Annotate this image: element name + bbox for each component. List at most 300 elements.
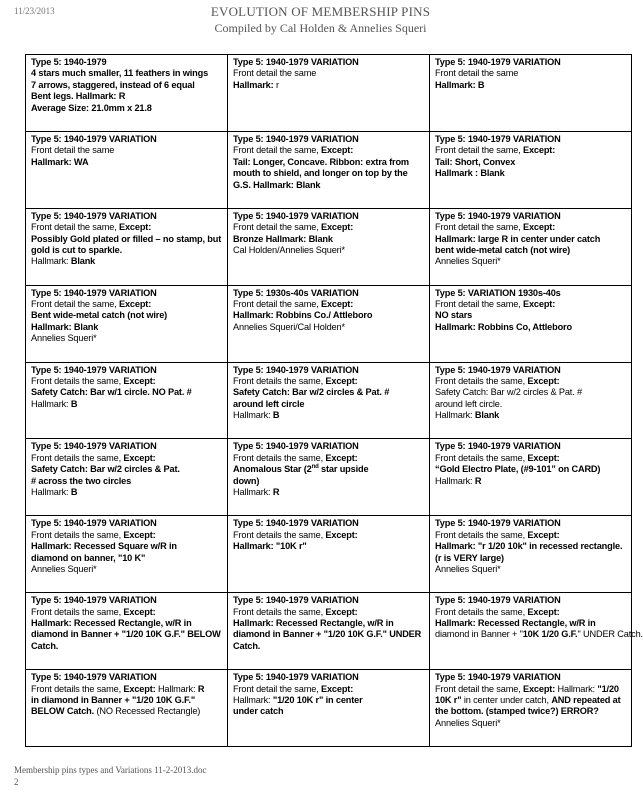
cell-line	[31, 441, 223, 452]
cell-line	[435, 222, 627, 233]
cell-line	[435, 245, 627, 256]
variation-cell	[26, 439, 228, 516]
cell-line	[435, 564, 627, 575]
cell-line	[435, 553, 627, 564]
cell-text: Hallmark:	[555, 683, 598, 694]
cell-text: Front details the same,	[233, 375, 326, 386]
cell-line	[233, 618, 425, 629]
cell-line	[31, 464, 223, 475]
cell-line	[233, 288, 425, 299]
cell-text: Type 5: 1940-1979 VARIATION	[31, 672, 157, 683]
variation-cell	[26, 670, 228, 747]
cell-line	[31, 376, 223, 387]
cell-text: Type 5: 1940-1979 VARIATION	[435, 518, 561, 529]
cell-text: Type 5: 1940-1979 VARIATION	[31, 441, 157, 452]
cell-text: "1/20	[597, 683, 619, 694]
cell-text: Except:	[527, 452, 560, 463]
cell-text: Type 5: 1940-1979 VARIATION	[435, 210, 561, 221]
table-row	[26, 208, 632, 285]
cell-line	[31, 595, 223, 606]
cell-text: Except:	[527, 606, 560, 617]
cell-text: 10K r"	[435, 694, 462, 705]
cell-line	[233, 706, 425, 717]
cell-text: # across the two circles	[31, 475, 132, 486]
variations-table	[25, 54, 643, 747]
cell-line	[435, 476, 627, 487]
cell-text: Front details the same,	[233, 606, 326, 617]
cell-text: Hallmark:	[435, 475, 475, 486]
cell-line	[435, 541, 627, 552]
cell-line	[31, 564, 223, 575]
superscript-text: nd	[311, 464, 319, 471]
cell-line	[31, 541, 223, 552]
cell-line	[31, 333, 223, 344]
cell-text: Hallmark:	[233, 410, 273, 421]
cell-text: Front details the same,	[435, 529, 528, 540]
cell-line	[233, 453, 425, 464]
cell-text: Front details the same,	[435, 452, 528, 463]
table-row	[26, 670, 632, 747]
cell-text: Except:	[527, 529, 560, 540]
cell-line	[233, 80, 425, 91]
variation-cell	[26, 208, 228, 285]
cell-text: Safety Catch: Bar w/2 circles & Pat. #	[233, 387, 390, 398]
cell-text: in center under catch,	[461, 694, 552, 705]
variation-cell	[430, 55, 632, 132]
cell-text: Front detail the same,	[233, 145, 321, 156]
cell-line	[435, 518, 627, 529]
cell-line	[31, 145, 223, 156]
cell-line	[435, 595, 627, 606]
cell-text: bent wide-metal catch (not wire)	[435, 245, 571, 255]
cell-line	[435, 322, 627, 333]
cell-text: Except:	[522, 683, 556, 694]
cell-text: Front details the same,	[233, 452, 326, 463]
cell-text: R	[474, 475, 482, 486]
cell-text: Front details the same,	[233, 529, 326, 540]
cell-line	[435, 288, 627, 299]
cell-text: Hallmark: "r 1/20 10k" in recessed rectangle.	[435, 541, 623, 552]
table-row	[26, 55, 632, 132]
cell-text: Front detail the same,	[233, 299, 321, 310]
cell-line	[31, 453, 223, 464]
cell-text: Hallmark: large R in center under catch	[435, 233, 601, 244]
cell-text: Front details the same,	[31, 375, 124, 386]
cell-text: Hallmark: Robbins Co./ Attleboro	[233, 310, 373, 321]
cell-text: Except:	[123, 452, 156, 463]
cell-text: Front detail the same,	[435, 145, 523, 156]
cell-line	[233, 68, 425, 79]
cell-line	[233, 464, 425, 475]
cell-text: Hallmark:	[233, 694, 273, 705]
cell-line	[435, 453, 627, 464]
table-row	[26, 362, 632, 439]
cell-line	[31, 234, 223, 245]
cell-text: Safety Catch: Bar w/2 circles & Pat.	[31, 464, 180, 475]
cell-text: Type 5: 1940-1979 VARIATION	[31, 364, 157, 375]
cell-text: Type 5: 1940-1979 VARIATION	[233, 518, 359, 529]
cell-text: Type 5: 1940-1979 VARIATION	[435, 133, 561, 144]
cell-text: Type 5: 1940-1979 VARIATION	[233, 441, 359, 452]
variation-cell	[228, 362, 430, 439]
cell-line	[31, 222, 223, 233]
cell-text: Tail: Longer, Concave. Ribbon: extra from	[233, 156, 409, 167]
cell-line	[435, 256, 627, 267]
cell-line	[233, 476, 425, 487]
cell-text: Annelies Squeri/Cal Holden*	[233, 321, 345, 332]
cell-text: G.S. Hallmark: Blank	[233, 179, 321, 190]
cell-line	[435, 57, 627, 68]
page-subtitle: Compiled by Cal Holden & Annelies Squeri	[214, 21, 427, 35]
cell-line	[233, 410, 425, 421]
cell-text: Front details the same,	[435, 606, 528, 617]
cell-line	[233, 541, 425, 552]
table-row	[26, 516, 632, 593]
cell-text: 7 arrows, staggered, instead of 6 equal	[31, 79, 195, 90]
cell-line	[233, 365, 425, 376]
cell-text: Type 5: 1940-1979 VARIATION	[435, 595, 561, 606]
variation-cell	[430, 516, 632, 593]
cell-line	[31, 518, 223, 529]
cell-text: Hallmark:	[31, 398, 71, 409]
cell-text: Blank	[474, 410, 500, 421]
cell-line	[31, 256, 223, 267]
cell-text: NO stars	[435, 310, 473, 321]
cell-line	[233, 695, 425, 706]
cell-text: down)	[233, 475, 260, 486]
cell-line	[233, 530, 425, 541]
variation-cell	[430, 362, 632, 439]
cell-text: Hallmark:	[233, 487, 273, 498]
cell-line	[31, 91, 223, 102]
cell-line	[31, 80, 223, 91]
cell-line	[31, 322, 223, 333]
cell-text: Except:	[123, 375, 156, 386]
cell-text: Catch.	[233, 640, 261, 651]
cell-line	[435, 168, 627, 179]
cell-line	[435, 376, 627, 387]
cell-text: Front detail the same,	[233, 683, 321, 694]
cell-line	[435, 706, 627, 717]
variation-cell	[228, 439, 430, 516]
cell-text: Possibly Gold plated or filled – no stamp, but	[31, 233, 222, 244]
cell-text: Annelies Squeri*	[435, 563, 501, 574]
cell-line	[31, 57, 223, 68]
cell-text: Type 5: 1940-1979 VARIATION	[435, 57, 561, 67]
cell-text: Front detail the same,	[435, 683, 523, 694]
cell-line	[31, 553, 223, 564]
variation-cell	[228, 131, 430, 208]
cell-line	[233, 641, 425, 652]
cell-text: Catch.	[31, 640, 59, 651]
cell-text: Blank	[70, 256, 96, 267]
cell-line	[233, 168, 425, 179]
cell-text: diamond in Banner + "	[435, 629, 523, 640]
cell-line	[435, 387, 627, 398]
cell-text: Type 5: 1940-1979	[31, 57, 107, 67]
cell-line	[31, 476, 223, 487]
cell-text: Front detail the same	[233, 68, 317, 79]
cell-text: R	[272, 487, 280, 498]
cell-text: Type 5: 1940-1979 VARIATION	[233, 133, 359, 144]
cell-line	[435, 365, 627, 376]
variation-cell	[228, 670, 430, 747]
cell-line	[435, 607, 627, 618]
variation-cell	[228, 55, 430, 132]
cell-text: in diamond in Banner + "1/20 10K G.F."	[31, 694, 196, 705]
cell-text: B	[70, 398, 78, 409]
cell-line	[435, 211, 627, 222]
variation-cell	[26, 55, 228, 132]
cell-text: Except:	[325, 529, 358, 540]
cell-text: Anomalous Star (2	[233, 464, 312, 475]
cell-line	[31, 365, 223, 376]
cell-text: Front detail the same	[435, 68, 519, 79]
cell-text: Hallmark:	[31, 487, 71, 498]
cell-text: Type 5: 1940-1979 VARIATION	[435, 364, 561, 375]
cell-text: Hallmark: Recessed Rectangle, w/R in	[31, 618, 192, 629]
cell-text: Front detail the same,	[435, 299, 523, 310]
cell-text: Type 5: 1940-1979 VARIATION	[31, 287, 157, 298]
cell-line	[31, 387, 223, 398]
cell-text: Hallmark: WA	[31, 156, 89, 167]
cell-line	[233, 57, 425, 68]
cell-text: " UNDER Catch.	[577, 629, 643, 640]
header-date: 11/23/2013	[14, 6, 55, 16]
cell-line	[31, 103, 223, 114]
cell-text: Annelies Squeri*	[31, 333, 97, 344]
cell-line	[435, 684, 627, 695]
cell-line	[233, 299, 425, 310]
cell-text: Hallmark: Recessed Rectangle, w/R in	[435, 618, 596, 629]
cell-text: Annelies Squeri*	[31, 563, 97, 574]
cell-text: Hallmark: Blank	[31, 321, 99, 332]
variation-cell	[430, 208, 632, 285]
cell-text: "1/20 10K r" in center	[272, 694, 363, 705]
cell-text: Bent wide-metal catch (not wire)	[31, 310, 168, 321]
page-title: EVOLUTION OF MEMBERSHIP PINS	[210, 4, 431, 19]
cell-text: BELOW Catch.	[31, 706, 97, 717]
cell-line	[31, 157, 223, 168]
cell-text: Hallmark:	[31, 256, 71, 267]
cell-line	[435, 299, 627, 310]
cell-line	[233, 222, 425, 233]
cell-text: Except:	[123, 683, 156, 694]
cell-line	[31, 310, 223, 321]
cell-text: Type 5: 1940-1979 VARIATION	[233, 210, 359, 221]
cell-text: diamond in Banner + "1/20 10K G.F." BELOW	[31, 629, 221, 640]
cell-text: Type 5: 1940-1979 VARIATION	[233, 57, 359, 67]
cell-line	[233, 387, 425, 398]
cell-text: Front details the same,	[31, 683, 124, 694]
cell-line	[435, 410, 627, 421]
cell-text: Except:	[325, 375, 358, 386]
cell-line	[435, 618, 627, 629]
variation-cell	[26, 593, 228, 670]
cell-line	[31, 684, 223, 695]
cell-text: Hallmark: Recessed Square w/R in	[31, 541, 177, 552]
cell-line	[435, 530, 627, 541]
variation-cell	[430, 439, 632, 516]
cell-text: Except:	[123, 529, 156, 540]
cell-line	[435, 68, 627, 79]
cell-text: Except:	[522, 299, 556, 310]
cell-text: the bottom. (stamped twice?) ERROR?	[435, 706, 599, 717]
variation-cell	[228, 516, 430, 593]
table-row	[26, 439, 632, 516]
cell-text: Hallmark: B	[435, 79, 485, 90]
cell-line	[435, 145, 627, 156]
cell-text: Except:	[320, 683, 354, 694]
cell-text: Front details the same,	[31, 529, 124, 540]
cell-text: around left circle	[233, 398, 305, 409]
variation-cell	[430, 285, 632, 362]
cell-line	[435, 629, 643, 640]
cell-line	[31, 607, 223, 618]
cell-text: Except:	[522, 222, 556, 233]
cell-text: Front details the same,	[31, 606, 124, 617]
cell-line	[31, 629, 223, 640]
cell-line	[31, 134, 223, 145]
cell-text: Hallmark: Recessed Rectangle, w/R in	[233, 618, 394, 629]
cell-line	[31, 706, 223, 717]
variation-cell	[26, 285, 228, 362]
cell-line	[233, 629, 425, 640]
cell-text: gold is cut to sparkle.	[31, 245, 122, 255]
cell-text: Hallmark: "10K r"	[233, 541, 307, 552]
cell-text: Cal Holden/Annelies Squeri*	[233, 245, 345, 255]
cell-line	[233, 211, 425, 222]
cell-text: B	[70, 487, 78, 498]
table-row	[26, 593, 632, 670]
cell-line	[233, 441, 425, 452]
cell-line	[435, 310, 627, 321]
cell-line	[435, 399, 627, 410]
cell-text: (r is VERY large)	[435, 552, 504, 563]
cell-line	[435, 672, 627, 683]
cell-line	[31, 618, 223, 629]
cell-line	[435, 695, 627, 706]
variation-cell	[26, 131, 228, 208]
cell-line	[31, 299, 223, 310]
cell-text: Except:	[527, 375, 560, 386]
cell-line	[233, 322, 425, 333]
cell-text: Hallmark:	[155, 683, 198, 694]
cell-text: Except:	[320, 145, 354, 156]
footer-page-number: 2	[14, 777, 19, 787]
variation-cell	[26, 516, 228, 593]
cell-line	[233, 180, 425, 191]
cell-line	[233, 672, 425, 683]
cell-line	[435, 464, 627, 475]
cell-text: Hallmark:	[233, 79, 276, 90]
cell-line	[31, 641, 223, 652]
cell-text: 4 stars much smaller, 11 feathers in wings	[31, 68, 209, 79]
cell-line	[31, 288, 223, 299]
cell-line	[233, 134, 425, 145]
variation-cell	[430, 131, 632, 208]
cell-text: Average Size: 21.0mm x 21.8	[31, 102, 152, 113]
cell-line	[233, 595, 425, 606]
cell-text: Type 5: 1940-1979 VARIATION	[31, 595, 157, 606]
cell-text: Front detail the same,	[31, 299, 119, 310]
cell-line	[31, 245, 223, 256]
cell-text: Front detail the same,	[435, 222, 523, 233]
cell-line	[233, 310, 425, 321]
cell-line	[233, 245, 425, 256]
cell-line	[233, 157, 425, 168]
cell-text: Except:	[118, 222, 152, 233]
cell-text: Tail: Short, Convex	[435, 156, 516, 167]
cell-text: Except:	[320, 222, 354, 233]
cell-line	[233, 487, 425, 498]
cell-text: Safety Catch: Bar w/2 circles & Pat. #	[435, 387, 582, 398]
cell-text: 10K 1/20 G.F.	[522, 629, 578, 640]
cell-line	[31, 399, 223, 410]
variation-cell	[228, 285, 430, 362]
table-row	[26, 285, 632, 362]
cell-text: Type 5: 1930s-40s VARIATION	[233, 287, 359, 298]
cell-line	[233, 399, 425, 410]
cell-text: Bent legs. Hallmark: R	[31, 91, 126, 102]
cell-line	[31, 672, 223, 683]
variation-cell	[26, 362, 228, 439]
cell-text: “Gold Electro Plate, (#9-101” on CARD)	[435, 464, 601, 475]
cell-line	[233, 518, 425, 529]
cell-text: (NO Recessed Rectangle)	[96, 706, 201, 717]
cell-text: B	[272, 410, 280, 421]
cell-text: AND repeated at	[551, 694, 621, 705]
cell-line	[31, 487, 223, 498]
cell-line	[435, 80, 627, 91]
cell-text: Hallmark : Blank	[435, 168, 505, 179]
cell-text: Type 5: 1940-1979 VARIATION	[233, 595, 359, 606]
cell-text: star upside	[318, 464, 369, 475]
cell-text: Front detail the same,	[31, 222, 119, 233]
cell-text: Type 5: VARIATION 1930s-40s	[435, 287, 561, 298]
cell-line	[435, 234, 627, 245]
cell-text: Type 5: 1940-1979 VARIATION	[435, 672, 561, 683]
cell-text: Except:	[118, 299, 152, 310]
cell-line	[233, 376, 425, 387]
cell-text: Type 5: 1940-1979 VARIATION	[233, 364, 359, 375]
cell-line	[31, 68, 223, 79]
cell-text: Hallmark:	[435, 410, 475, 421]
footer-filename: Membership pins types and Variations 11-2-2013.doc	[14, 765, 207, 775]
cell-text: Type 5: 1940-1979 VARIATION	[435, 441, 561, 452]
table-row	[26, 131, 632, 208]
cell-text: Bronze Hallmark: Blank	[233, 233, 333, 244]
cell-text: around left circle.	[435, 398, 503, 409]
cell-line	[31, 530, 223, 541]
cell-line	[233, 145, 425, 156]
cell-text: Type 5: 1940-1979 VARIATION	[31, 133, 157, 144]
cell-text: diamond on banner, "10 K"	[31, 552, 146, 563]
cell-text: Safety Catch: Bar w/1 circle. NO Pat. #	[31, 387, 192, 398]
cell-line	[435, 157, 627, 168]
cell-line	[435, 441, 627, 452]
cell-text: Annelies Squeri*	[435, 717, 501, 728]
variation-cell	[228, 593, 430, 670]
cell-text: Hallmark: Robbins Co, Attleboro	[435, 321, 572, 332]
cell-line	[233, 234, 425, 245]
cell-line	[233, 607, 425, 618]
cell-text: Annelies Squeri*	[435, 256, 501, 267]
cell-text: Except:	[123, 606, 156, 617]
cell-text: Type 5: 1940-1979 VARIATION	[31, 210, 157, 221]
cell-text: Front detail the same	[31, 145, 115, 156]
cell-text: mouth to shield, and longer on top by the	[233, 168, 408, 179]
